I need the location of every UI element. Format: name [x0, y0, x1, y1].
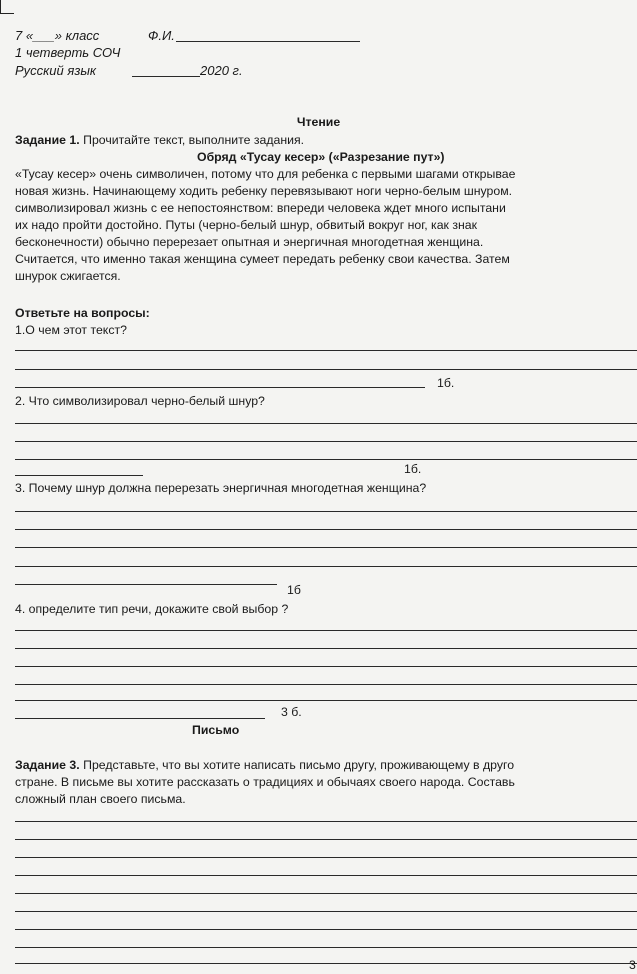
reading-line: «Тусау кесер» очень символичен, потому что для ребенка с первыми шагами открывае [15, 167, 516, 181]
task1-label: Задание 1. [15, 133, 80, 147]
answer-line[interactable] [15, 547, 637, 548]
answer-line[interactable] [15, 718, 265, 719]
reading-line: Считается, что именно такая женщина сумеет передать ребенку свои качества. Затем [15, 252, 510, 266]
subject-label: Русский язык [15, 63, 97, 78]
reading-line: их надо пройти достойно. Путы (черно-белый шнур, обвитый вокруг ног, как знак [15, 218, 477, 232]
answer-line[interactable] [15, 511, 637, 512]
section-title-reading: Чтение [296, 115, 341, 129]
answer-line[interactable] [15, 584, 277, 585]
answer-line[interactable] [15, 911, 637, 912]
answer-line[interactable] [15, 947, 637, 948]
answer-line[interactable] [15, 630, 637, 631]
answer-line[interactable] [15, 441, 637, 442]
answer-line[interactable] [15, 963, 637, 964]
year-label: 2020 г. [200, 63, 243, 78]
class-label: 7 «___» класс [15, 28, 100, 43]
task3-label: Задание 3. [15, 758, 80, 772]
answer-line[interactable] [15, 423, 637, 424]
answer-line[interactable] [15, 684, 637, 685]
answer-line[interactable] [15, 857, 637, 858]
corner-mark [0, 0, 1, 14]
answer-line[interactable] [15, 475, 143, 476]
answer-line[interactable] [15, 929, 637, 930]
answer-line[interactable] [15, 821, 637, 822]
answer-line[interactable] [15, 387, 425, 388]
answer-line[interactable] [15, 666, 637, 667]
questions-heading: Ответьте на вопросы: [15, 306, 150, 320]
quarter-label: 1 четверть СОЧ [15, 45, 121, 60]
task1-instruction: Прочитайте текст, выполните задания. [79, 133, 305, 147]
points-q3: 1б [287, 583, 301, 597]
answer-line[interactable] [15, 369, 637, 370]
answer-line[interactable] [15, 350, 637, 351]
question-2: 2. Что символизировал черно-белый шнур? [15, 394, 265, 408]
answer-line[interactable] [15, 459, 637, 460]
task1-heading [15, 133, 304, 147]
answer-line[interactable] [15, 566, 637, 567]
question-4: 4. определите тип речи, докажите свой выбор ? [15, 602, 289, 616]
task3-heading [15, 758, 514, 772]
reading-line: бесконечности) обычно перерезает опытная и энергичная многодетная женщина. [15, 235, 484, 249]
points-q2: 1б. [404, 462, 422, 476]
question-3: 3. Почему шнур должна перерезать энергичная многодетная женщина? [15, 481, 427, 495]
task3-line: стране. В письме вы хотите рассказать о традициях и обычаях своего народа. Составь [15, 775, 515, 789]
answer-line[interactable] [15, 648, 637, 649]
question-1: 1.О чем этот текст? [15, 323, 127, 337]
answer-line[interactable] [15, 893, 637, 894]
points-q4: 3 б. [281, 705, 302, 719]
answer-line[interactable] [15, 529, 637, 530]
points-q1: 1б. [437, 376, 455, 390]
answer-line[interactable] [15, 875, 637, 876]
page-number: 3 [629, 958, 636, 972]
answer-line[interactable] [15, 839, 637, 840]
reading-line: шнурок сжигается. [15, 269, 121, 283]
reading-line: символизировал жизнь с ее непостоянством: впереди человека ждет много испытани [15, 201, 506, 215]
subject-blank [132, 76, 200, 77]
answer-line[interactable] [15, 700, 637, 701]
task3-line: Представьте, что вы хотите написать письмо другу, проживающему в друго [79, 758, 515, 772]
reading-line: новая жизнь. Начинающему ходить ребенку перевязывают ноги черно-белым шнуром. [15, 184, 513, 198]
task3-line: сложный план своего письма. [15, 792, 186, 806]
corner-mark [0, 13, 14, 14]
fio-label: Ф.И. [148, 28, 175, 43]
text-title: Обряд «Тусау кесер» («Разрезание пут») [197, 150, 445, 164]
section-title-writing: Письмо [192, 723, 240, 737]
fio-blank [176, 41, 360, 42]
